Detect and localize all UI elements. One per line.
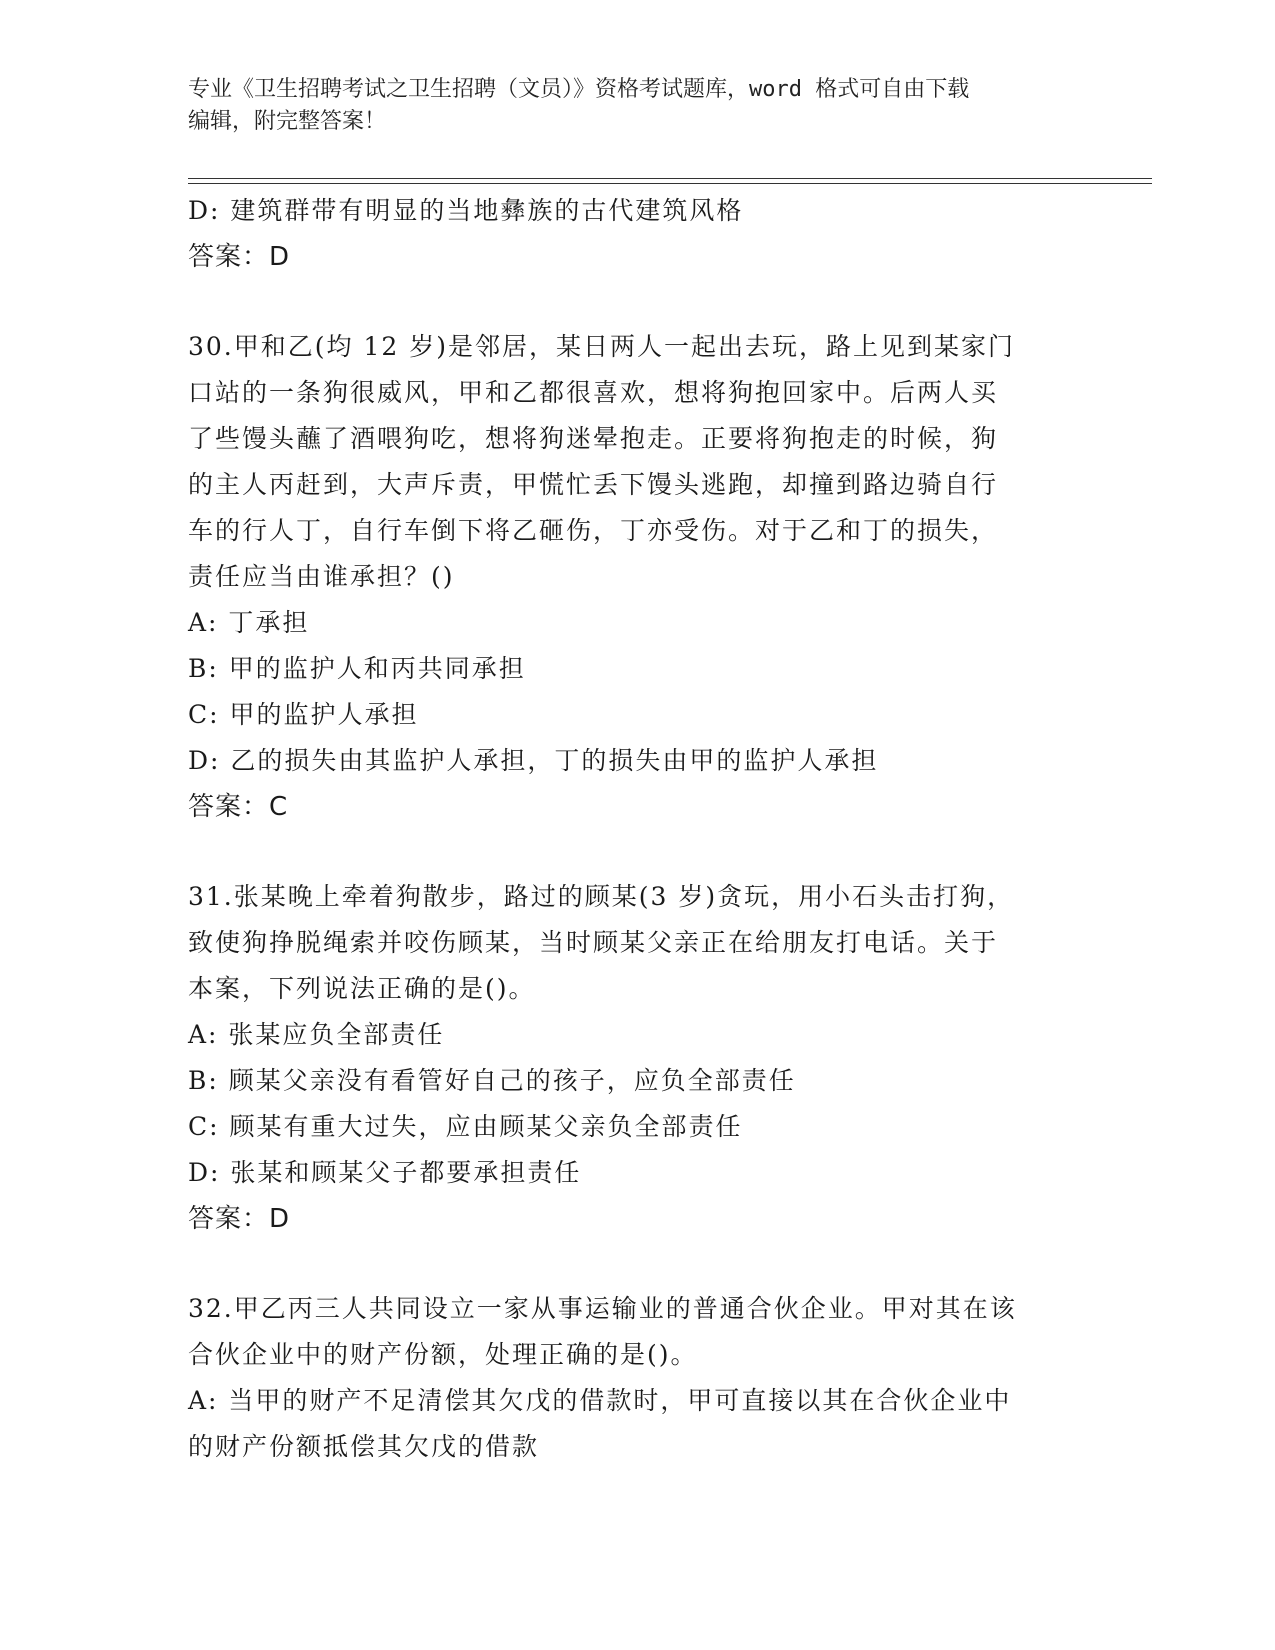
block-gap (188, 280, 1088, 324)
question-block (188, 188, 1088, 280)
question-text-line: 口站的一条狗很威风，甲和乙都很喜欢，想将狗抱回家中。后两人买 (188, 378, 999, 407)
question-text-line: B: 顾某父亲没有看管好自己的孩子，应负全部责任 (188, 1066, 796, 1095)
question-text-line: B: 甲的监护人和丙共同承担 (188, 654, 526, 683)
question-text-line: 31.张某晚上牵着狗散步，路过的顾某(3 岁)贪玩，用小石头击打狗， (188, 882, 1015, 911)
block-gap (188, 1242, 1088, 1286)
question-list (188, 188, 1088, 1470)
question-text-line: 的主人丙赶到，大声斥责，甲慌忙丢下馒头逃跑，却撞到路边骑自行 (188, 470, 999, 499)
question-block (188, 874, 1088, 1242)
question-text-line: D: 建筑群带有明显的当地彝族的古代建筑风格 (188, 196, 744, 225)
question-text-line: C: 顾某有重大过失，应由顾某父亲负全部责任 (188, 1112, 743, 1141)
question-text-line: A: 丁承担 (188, 608, 310, 637)
question-text-line: C: 甲的监护人承担 (188, 700, 419, 729)
question-text-line: 了些馒头蘸了酒喂狗吃，想将狗迷晕抱走。正要将狗抱走的时候，狗 (188, 424, 999, 453)
answer-line: 答案：C (188, 792, 289, 822)
question-text-line: 的财产份额抵偿其欠戊的借款 (188, 1432, 540, 1461)
header-line-2: 编辑，附完整答案！ (188, 109, 387, 134)
question-text-line: 致使狗挣脱绳索并咬伤顾某，当时顾某父亲正在给朋友打电话。关于 (188, 928, 999, 957)
question-text-line: 合伙企业中的财产份额，处理正确的是()。 (188, 1340, 698, 1369)
header-divider-top (188, 178, 1152, 179)
question-text-line: 32.甲乙丙三人共同设立一家从事运输业的普通合伙企业。甲对其在该 (188, 1294, 1017, 1323)
question-block (188, 1286, 1088, 1470)
header-divider-bottom (188, 183, 1152, 184)
document-header (188, 74, 1088, 138)
question-text-line: D: 张某和顾某父子都要承担责任 (188, 1158, 582, 1187)
question-text-line: D: 乙的损失由其监护人承担，丁的损失由甲的监护人承担 (188, 746, 879, 775)
question-text-line: 车的行人丁，自行车倒下将乙砸伤，丁亦受伤。对于乙和丁的损失， (188, 516, 999, 545)
question-text-line: 30.甲和乙(均 12 岁)是邻居，某日两人一起出去玩，路上见到某家门 (188, 332, 1015, 361)
question-text-line: 本案，下列说法正确的是()。 (188, 974, 536, 1003)
question-text-line: A: 张某应负全部责任 (188, 1020, 445, 1049)
answer-line: 答案：D (188, 1204, 291, 1234)
question-block (188, 324, 1088, 830)
header-line-1: 专业《卫生招聘考试之卫生招聘（文员）》资格考试题库，word 格式可自由下载 (188, 77, 970, 102)
answer-line: 答案：D (188, 242, 291, 272)
question-text-line: A: 当甲的财产不足清偿其欠戊的借款时，甲可直接以其在合伙企业中 (188, 1386, 1012, 1415)
question-text-line: 责任应当由谁承担？() (188, 562, 455, 591)
block-gap (188, 830, 1088, 874)
